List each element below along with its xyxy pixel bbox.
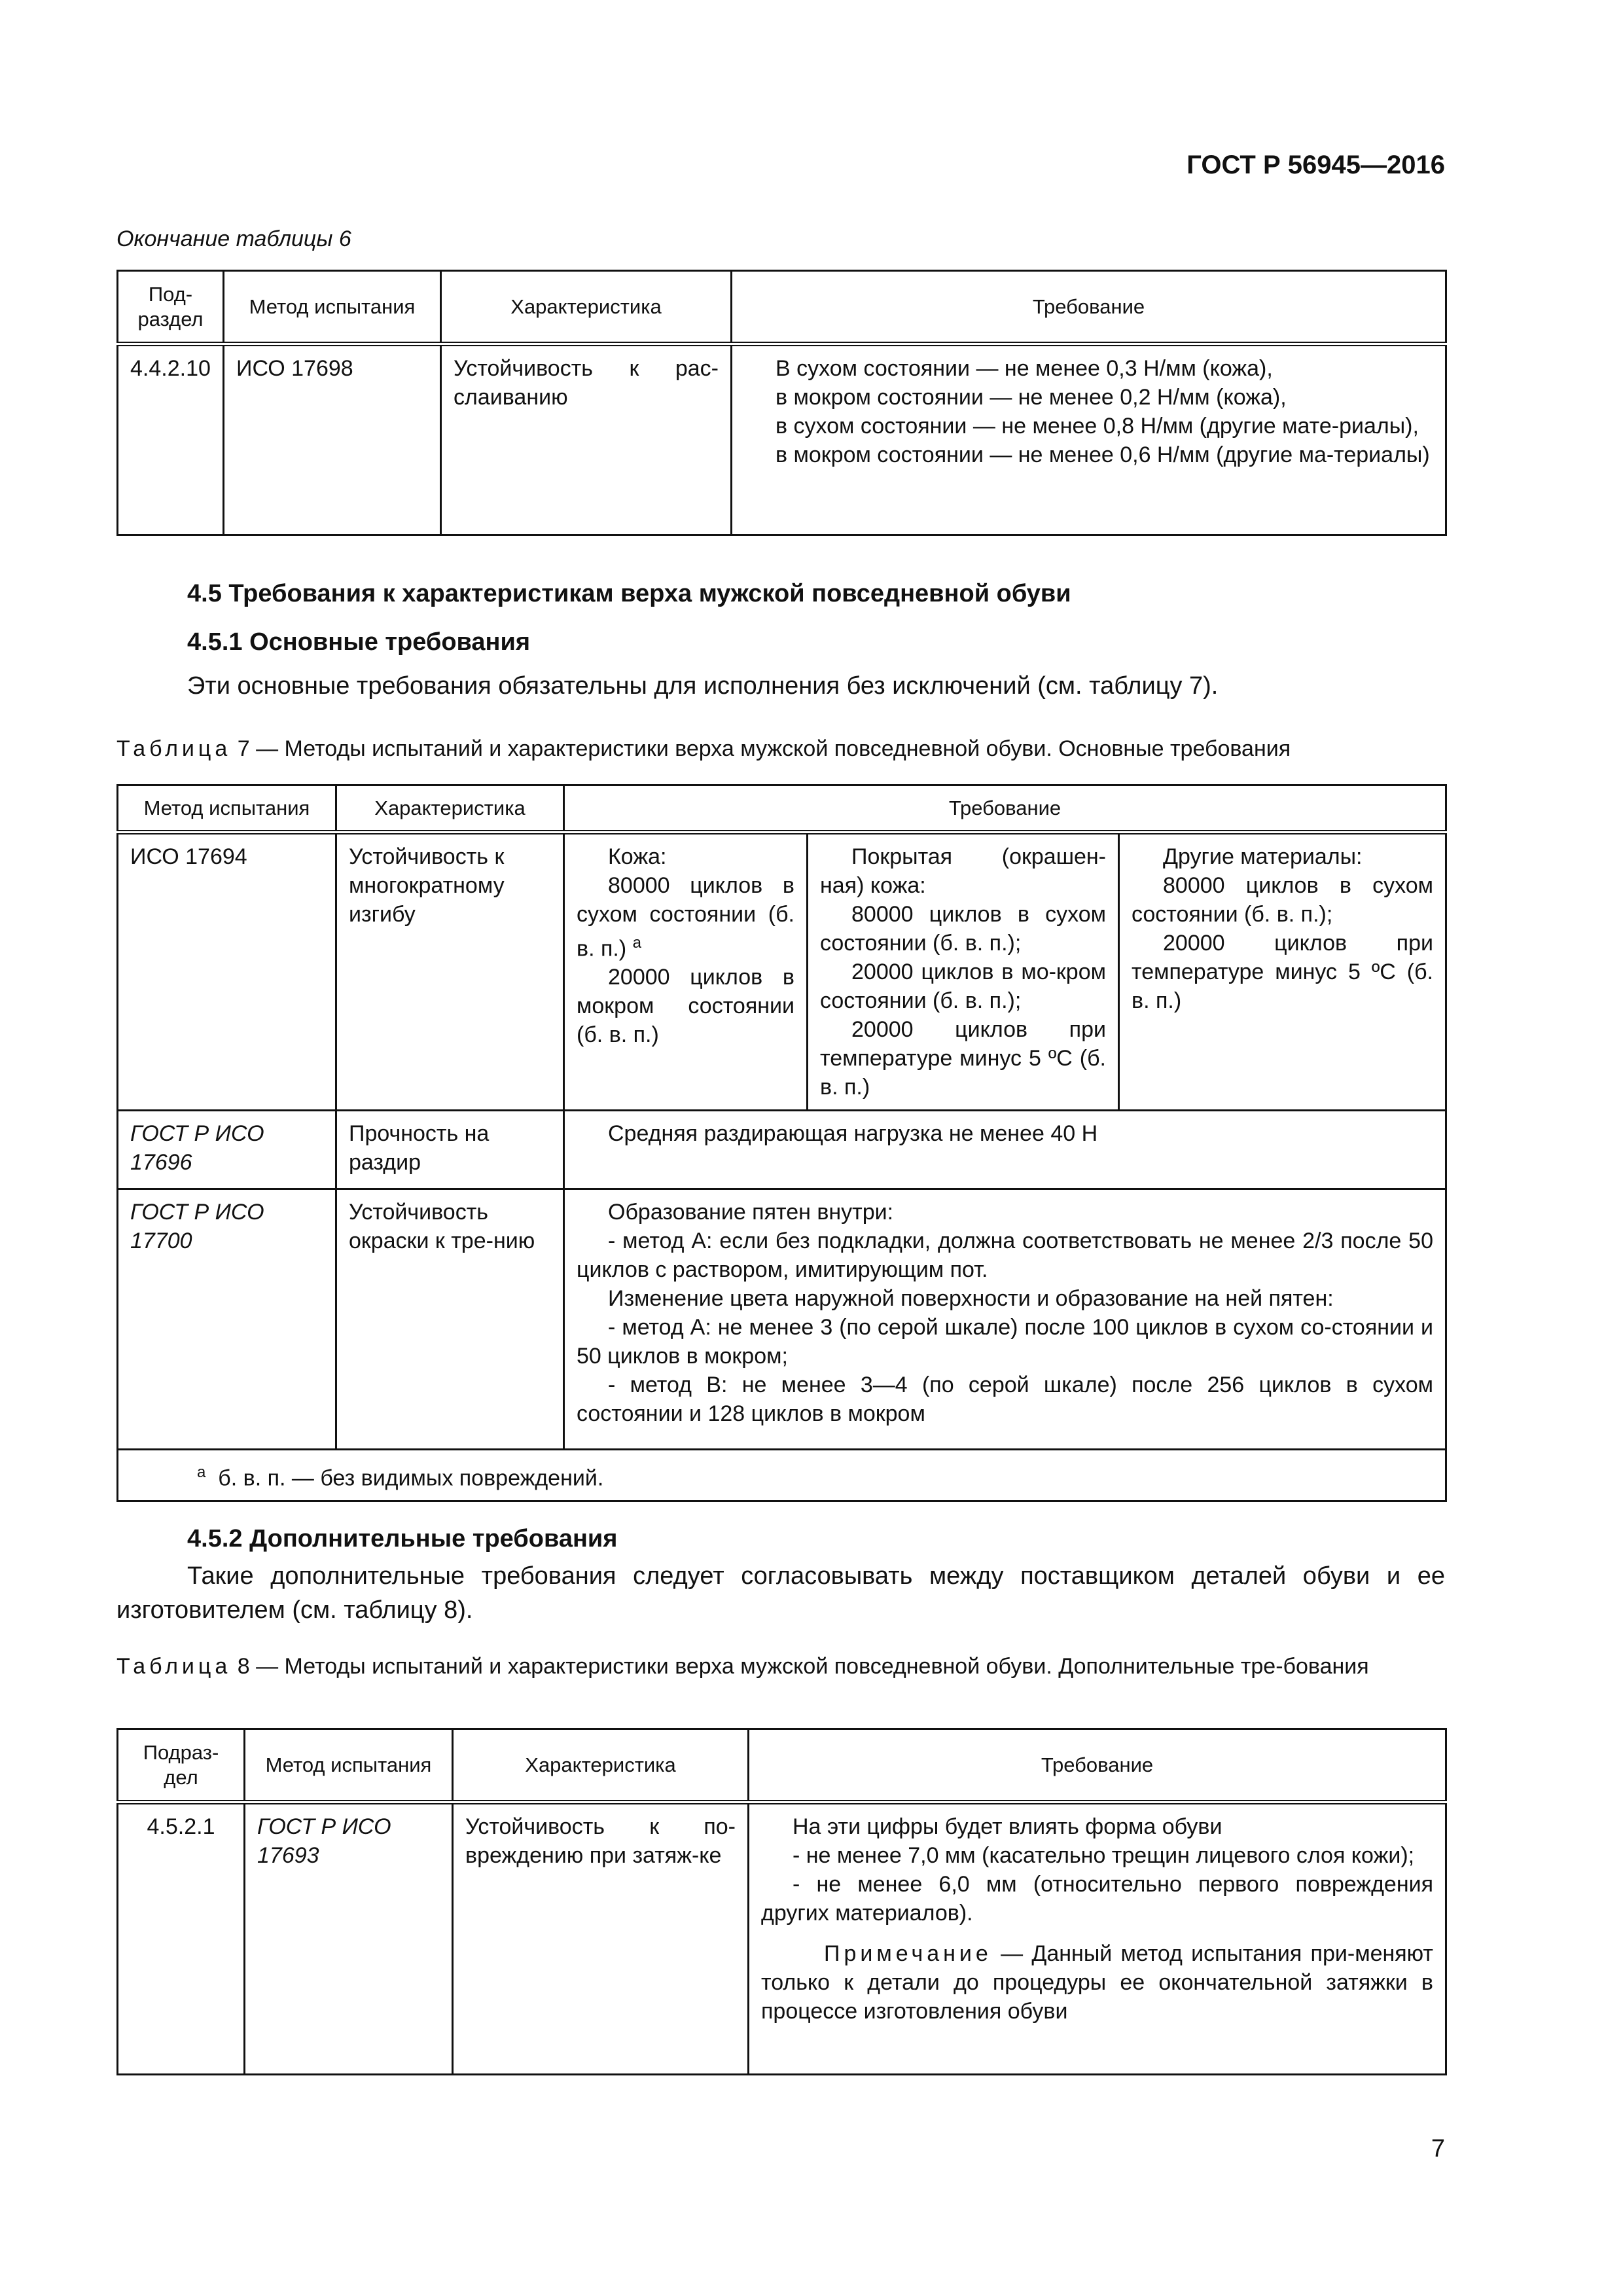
footnote-text: б. в. п. — без видимых повреждений. — [218, 1465, 604, 1491]
requirement-text: 80000 циклов в сухом состоянии (б. в. п.) — [577, 873, 794, 961]
cell-method: ИСО 17698 — [224, 344, 441, 535]
table-label: Таблица — [116, 736, 232, 761]
requirement-line: 20000 циклов в мокром состоянии (б. в. п.) — [577, 965, 794, 1048]
table7-caption — [116, 734, 1445, 763]
cell-subsection: 4.5.2.1 — [118, 1803, 245, 2075]
requirement-line — [577, 871, 794, 963]
table-row — [118, 344, 1446, 535]
col-header-subsection: Под-раздел — [118, 271, 224, 344]
col-header-characteristic: Характеристика — [453, 1729, 749, 1803]
requirement-line: На эти цифры будет влиять форма обуви — [793, 1814, 1222, 1839]
requirement-line: В сухом состоянии — не менее 0,3 Н/мм (кожа), — [776, 356, 1273, 381]
requirement-line: - не менее 6,0 мм (относительно первого повреждения других материалов). — [761, 1872, 1433, 1926]
cell-method: ГОСТ Р ИСО 17693 — [245, 1803, 453, 2075]
requirement-line: 20000 циклов в мо-кром состоянии (б. в. п.); — [820, 960, 1106, 1013]
requirement-line: - метод А: если без подкладки, должна соответствовать не менее 2/3 после 50 циклов с раствором, имитирующим пот. — [577, 1229, 1433, 1282]
col-header-method: Метод испытания — [245, 1729, 453, 1803]
col-header-method: Метод испытания — [224, 271, 441, 344]
cell-characteristic: Устойчивость к по-вреждению при затяж-ке — [453, 1803, 749, 2075]
requirement-line: 80000 циклов в сухом состоянии (б. в. п.); — [820, 902, 1106, 956]
requirement-line: - метод А: не менее 3 (по серой шкале) после 100 циклов в сухом со-стоянии и 50 циклов в мокром; — [577, 1315, 1433, 1369]
cell-requirement — [749, 1803, 1446, 2075]
footnote-marker: а — [632, 934, 641, 952]
cell-characteristic: Прочность на раздир — [336, 1111, 564, 1189]
col-header-requirement: Требование — [732, 271, 1446, 344]
table6-end-caption: Окончание таблицы 6 — [116, 226, 351, 251]
page-number: 7 — [1431, 2135, 1445, 2162]
requirement-line: - не менее 7,0 мм (касательно трещин лицевого слоя кожи); — [793, 1843, 1415, 1868]
note-text: — Данный метод испытания при-меняют только к детали до процедуры ее окончательной затяжки в процессе изготовления обуви — [761, 1941, 1433, 2024]
cell-method: ИСО 17694 — [118, 833, 336, 1111]
note-label: Примечание — [824, 1941, 992, 1966]
cell-requirement-coated-leather — [808, 833, 1119, 1111]
col-header-characteristic: Характеристика — [441, 271, 732, 344]
cell-method: ГОСТ Р ИСО 17700 — [118, 1189, 336, 1450]
cell-requirement-leather — [564, 833, 808, 1111]
requirement-line: Другие материалы: — [1163, 844, 1363, 869]
table-caption-text: 8 — Методы испытаний и характеристики верха мужской повседневной обуви. Дополнительные тре-бования — [231, 1654, 1369, 1679]
requirement-line: Покрытая (окрашен-ная) кожа: — [820, 844, 1106, 898]
cell-characteristic: Устойчивость к многократному изгибу — [336, 833, 564, 1111]
cell-requirement — [732, 344, 1446, 535]
table-caption-text: 7 — Методы испытаний и характеристики верха мужской повседневной обуви. Основные требования — [231, 736, 1291, 761]
requirement-line: Средняя раздирающая нагрузка не менее 40 Н — [608, 1121, 1098, 1146]
table6-end — [116, 270, 1447, 536]
col-header-requirement: Требование — [564, 785, 1446, 833]
table-row — [118, 833, 1446, 1111]
requirement-line: Изменение цвета наружной поверхности и образование на ней пятен: — [608, 1286, 1334, 1311]
cell-requirement — [564, 1189, 1446, 1450]
table8 — [116, 1728, 1447, 2075]
col-header-characteristic: Характеристика — [336, 785, 564, 833]
requirement-line: в мокром состоянии — не менее 0,2 Н/мм (кожа), — [776, 385, 1287, 410]
standard-code: ГОСТ Р 56945—2016 — [1186, 151, 1445, 179]
cell-characteristic: Устойчивость к рас-слаиванию — [441, 344, 732, 535]
requirement-line: Кожа: — [608, 844, 667, 869]
requirement-line: в мокром состоянии — не менее 0,6 Н/мм (другие ма-териалы) — [776, 442, 1430, 467]
requirement-line: 20000 циклов при температуре минус 5 ºС (б. в. п.) — [1132, 931, 1433, 1013]
requirement-line: 20000 циклов при температуре минус 5 ºС (б. в. п.) — [820, 1017, 1106, 1100]
requirement-line: 80000 циклов в сухом состоянии (б. в. п.); — [1132, 873, 1433, 927]
requirement-line: Образование пятен внутри: — [608, 1200, 894, 1225]
cell-characteristic: Устойчивость окраски к тре-нию — [336, 1189, 564, 1450]
table-row — [118, 1803, 1446, 2075]
table-row — [118, 1111, 1446, 1189]
cell-subsection: 4.4.2.10 — [118, 344, 224, 535]
col-header-method: Метод испытания — [118, 785, 336, 833]
table8-caption — [116, 1652, 1445, 1681]
section-text-4-5-1: Эти основные требования обязательны для исполнения без исключений (см. таблицу 7). — [187, 672, 1219, 700]
footnote-cell — [118, 1450, 1446, 1501]
table-note — [761, 1939, 1433, 2026]
section-heading-4-5-2: 4.5.2 Дополнительные требования — [187, 1525, 618, 1552]
requirement-line: в сухом состоянии — не менее 0,8 Н/мм (другие мате-риалы), — [776, 414, 1419, 439]
table7 — [116, 784, 1447, 1502]
table-footnote — [118, 1450, 1446, 1501]
cell-method: ГОСТ Р ИСО 17696 — [118, 1111, 336, 1189]
section-text-4-5-2: Такие дополнительные требования следует согласовывать между поставщиком деталей обуви и ее изготовителем (см. таблицу 8). — [116, 1562, 1445, 1624]
col-header-subsection: Подраз-дел — [118, 1729, 245, 1803]
section-heading-4-5: 4.5 Требования к характеристикам верха мужской повседневной обуви — [187, 580, 1071, 607]
table-row — [118, 1189, 1446, 1450]
table-label: Таблица — [116, 1654, 232, 1679]
col-header-requirement: Требование — [749, 1729, 1446, 1803]
cell-requirement-other-materials — [1119, 833, 1446, 1111]
footnote-marker: а — [197, 1463, 206, 1481]
section-heading-4-5-1: 4.5.1 Основные требования — [187, 628, 531, 656]
requirement-line: - метод В: не менее 3—4 (по серой шкале) после 256 циклов в сухом состоянии и 128 циклов в мокром — [577, 1372, 1433, 1426]
cell-requirement — [564, 1111, 1446, 1189]
